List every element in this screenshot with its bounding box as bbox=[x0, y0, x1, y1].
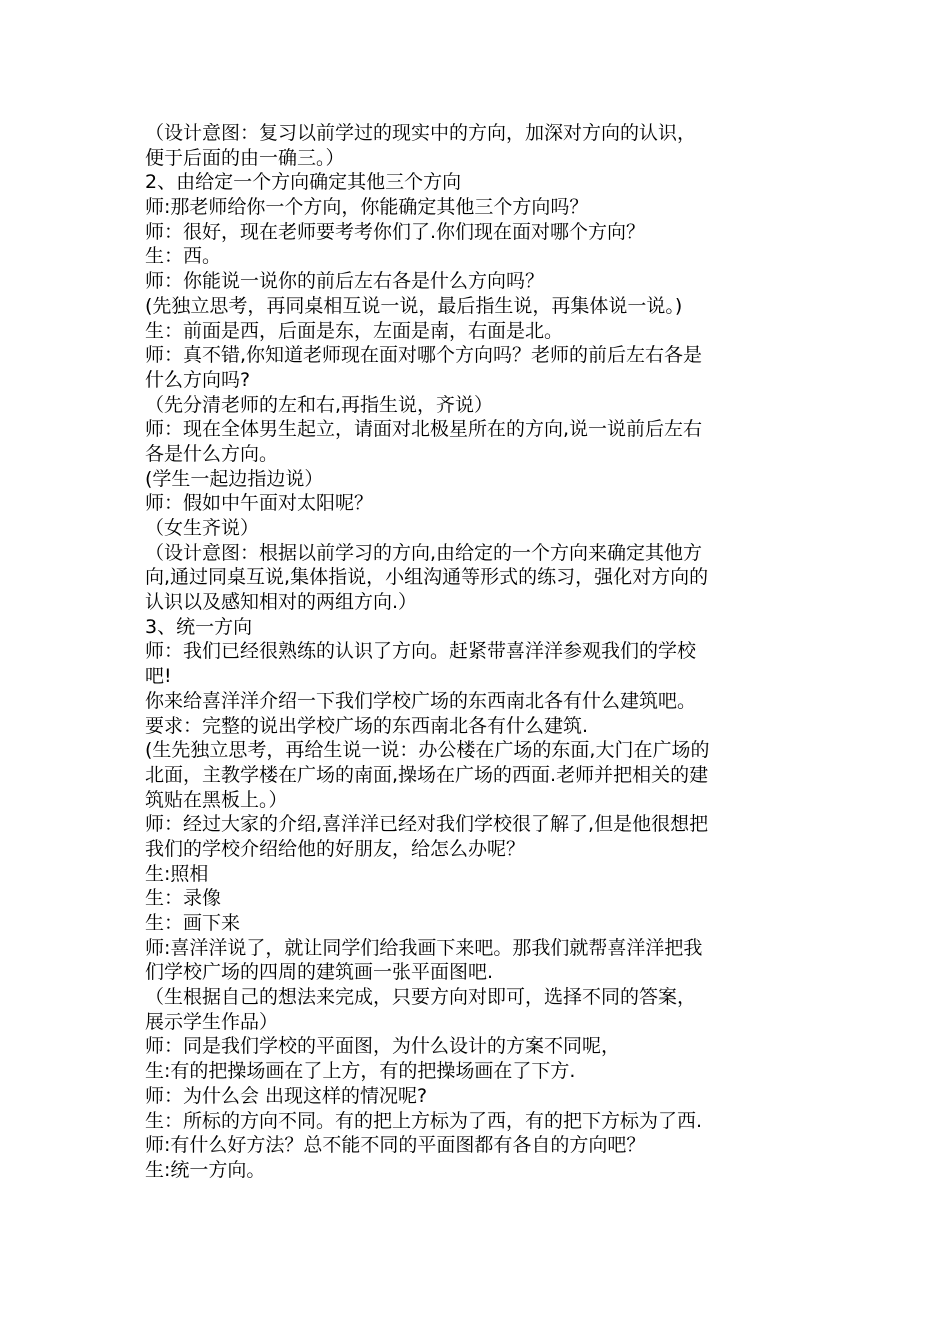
text-line-8: (先独立思考，再同桌相互说一说，最后指生说，再集体说一说。) bbox=[145, 294, 683, 317]
text-line-31: 生:照相 bbox=[145, 862, 209, 885]
text-line-16: 师：假如中午面对太阳呢？ bbox=[145, 492, 374, 515]
text-line-7: 师：你能说一说你的前后左右各是什么方向吗？ bbox=[145, 270, 545, 293]
text-line-42: 师:有什么好方法？总不能不同的平面图都有各自的方向吧？ bbox=[145, 1134, 646, 1157]
text-line-20: 认识以及感知相对的两组方向.） bbox=[145, 591, 418, 614]
text-line-35: 们学校广场的四周的建筑画一张平面图吧. bbox=[145, 961, 494, 984]
text-line-9: 生：前面是西，后面是东，左面是南，右面是北。 bbox=[145, 319, 564, 342]
text-line-18: （设计意图：根据以前学习的方向,由给定的一个方向来确定其他方 bbox=[145, 541, 703, 564]
text-line-36: （生根据自己的想法来完成，只要方向对即可，选择不同的答案， bbox=[145, 986, 697, 1009]
text-line-43: 生:统一方向。 bbox=[145, 1158, 266, 1181]
text-line-2: 便于后面的由一确三。） bbox=[145, 146, 345, 169]
text-line-27: 北面，主教学楼在广场的南面,操场在广场的西面.老师并把相关的建 bbox=[145, 763, 709, 786]
text-line-24: 你来给喜洋洋介绍一下我们学校广场的东西南北各有什么建筑吧。 bbox=[145, 689, 697, 712]
text-line-4: 师:那老师给你一个方向，你能确定其他三个方向吗？ bbox=[145, 196, 589, 219]
section-heading-3: 3、统一方向 bbox=[145, 615, 253, 638]
text-line-19: 向,通过同桌互说,集体指说，小组沟通等形式的练习，强化对方向的 bbox=[145, 566, 709, 589]
text-line-32: 生：录像 bbox=[145, 887, 222, 910]
text-line-41: 生：所标的方向不同。有的把上方标为了西，有的把下方标为了西. bbox=[145, 1109, 703, 1132]
text-line-14: 各是什么方向。 bbox=[145, 442, 279, 465]
text-line-39: 生:有的把操场画在了上方，有的把操场画在了下方. bbox=[145, 1060, 576, 1083]
text-line-30: 我们的学校介绍给他的好朋友，给怎么办呢？ bbox=[145, 837, 526, 860]
text-line-28: 筑贴在黑板上。） bbox=[145, 788, 288, 811]
document-body bbox=[145, 121, 805, 1183]
text-line-22: 师：我们已经很熟练的认识了方向。赶紧带喜洋洋参观我们的学校 bbox=[145, 640, 697, 663]
text-line-10: 师：真不错,你知道老师现在面对哪个方向吗？老师的前后左右各是 bbox=[145, 344, 703, 367]
text-line-17: （女生齐说） bbox=[145, 517, 260, 539]
text-line-26: (生先独立思考，再给生说一说：办公楼在广场的东面,大门在广场的 bbox=[145, 739, 710, 762]
text-line-6: 生：西。 bbox=[145, 245, 222, 268]
text-line-13: 师：现在全体男生起立，请面对北极星所在的方向,说一说前后左右 bbox=[145, 418, 703, 441]
text-line-38: 师：同是我们学校的平面图，为什么设计的方案不同呢， bbox=[145, 1035, 621, 1058]
text-line-15: (学生一起边指边说） bbox=[145, 467, 324, 490]
text-line-37: 展示学生作品） bbox=[145, 1010, 279, 1033]
section-heading-2: 2、由给定一个方向确定其他三个方向 bbox=[145, 171, 462, 194]
text-line-1: （设计意图：复习以前学过的现实中的方向，加深对方向的认识， bbox=[145, 122, 697, 144]
text-line-34: 师:喜洋洋说了，就让同学们给我画下来吧。那我们就帮喜洋洋把我 bbox=[145, 936, 703, 959]
text-line-12: （先分清老师的左和右,再指生说，齐说） bbox=[145, 393, 494, 416]
text-line-40: 师：为什么会 出现这样的情况呢? bbox=[145, 1084, 428, 1107]
text-line-25: 要求：完整的说出学校广场的东西南北各有什么建筑. bbox=[145, 714, 589, 737]
text-line-23: 吧! bbox=[145, 665, 172, 688]
text-line-33: 生：画下来 bbox=[145, 912, 241, 934]
text-line-5: 师：很好，现在老师要考考你们了.你们现在面对哪个方向？ bbox=[145, 220, 646, 243]
text-line-11: 什么方向吗? bbox=[145, 368, 251, 391]
text-line-29: 师：经过大家的介绍,喜洋洋已经对我们学校很了解了,但是他很想把 bbox=[145, 813, 709, 836]
